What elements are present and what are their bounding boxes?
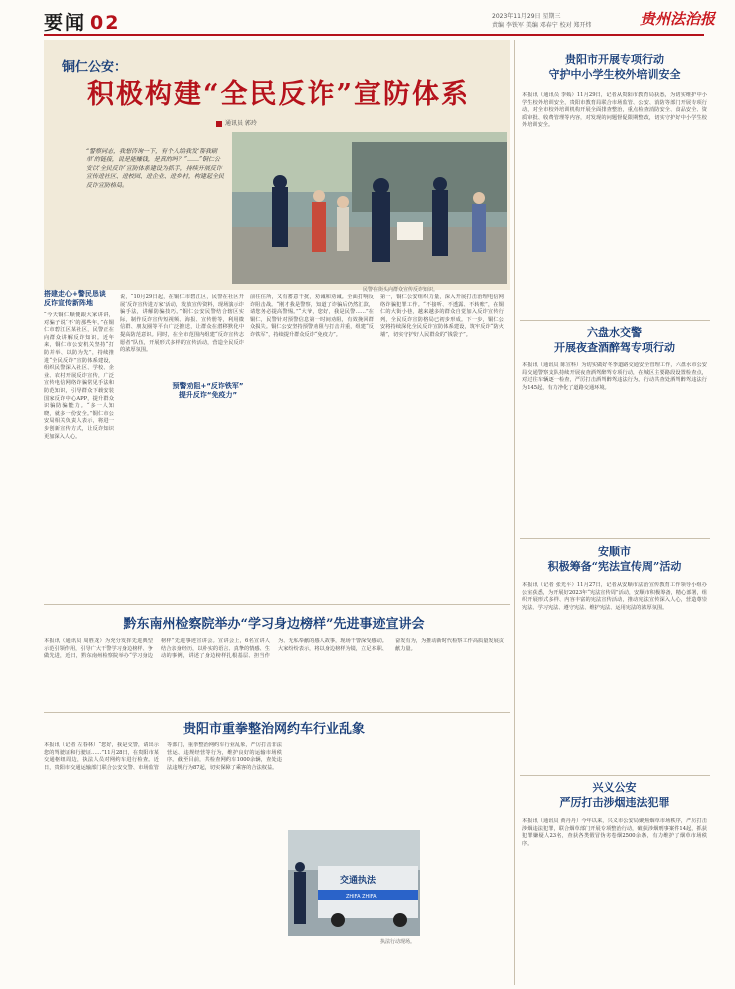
- lead-byline: 通讯员 郭玲: [216, 118, 257, 127]
- section-title: 要闻 02: [44, 12, 121, 34]
- mid-b-headline: 贵阳市重拳整治网约车行业乱象: [182, 722, 365, 737]
- column-divider: [514, 40, 515, 985]
- mid-b-text-left: 本报讯（记者 左春林）“您好，我是交警，请出示您的驾驶证和行驶证……”11月28日，在贵阳市某交通枢纽周边，执法人员对网约车进行检查。近日，贵阳市交通运输部门联合公安交警、市场监管等部门，重拳整治网约车行业乱象，严厉打击非法营运、违规经营等行为，维护良好的运输市场秩序。截至目前，共检查网约车1000余辆，查处违法违规行为87起，切实保障了乘客的合法权益。: [44, 742, 282, 771]
- right-a-text: 本报讯（通讯员 李嫣）11月29日，记者从贵阳市教育局获悉，为切实维护中小学生校外培训安全，贵阳市教育局联合市场监管、公安、消防等部门开展专项行动，对全市校外培训机构开展全面排查整治，重点检查消防安全、食品安全、资质审批、收费管理等内容，对发现的问题督促限期整改，切实守护好中小学生校外培训安全。: [522, 92, 707, 129]
- right-b-headline: 六盘水交警 开展夜查酒醉驾专项行动: [554, 326, 675, 354]
- header-rule: [44, 34, 704, 36]
- right-a-headline: 贵阳市开展专项行动 守护中小学生校外培训安全: [548, 53, 681, 81]
- lead-headline: 积极构建“全民反诈”宣防体系: [87, 79, 471, 110]
- lead-photo-caption: 民警在街头向群众宣传反诈知识。: [363, 287, 439, 293]
- lead-mid-heading: 预警劝阻+“反诈铁军” 提升反诈“免疫力”: [172, 382, 244, 399]
- divider: [44, 604, 510, 605]
- vehicle-sign-text: 交通执法: [340, 876, 377, 886]
- divider: [520, 538, 710, 539]
- divider: [44, 712, 510, 713]
- lead-column-4: 第一，铜仁公安组织力量，深入开展打击治理电信网络诈骗犯罪工作。“不接听、不透露、不转账”，在铜仁的大街小巷，越来越多的群众自觉加入反诈宣传行列，全民反诈宣防格局已初步形成。下一步，铜仁公安将持续深化全民反诈宣防体系建设，筑牢反诈“防火墙”，切实守护好人民群众的“钱袋子”。: [380, 294, 504, 338]
- lead-column-2: 说，“10月29日起，在铜仁市碧江区，民警在社区开展‘反诈宣传进万家’活动，发放宣传资料，现场演示诈骗手法，讲解防骗技巧。”铜仁公安民警结合辖区实际，制作反诈宣传短视频、海报、宣传册等，利用微信群、朋友圈等平台广泛推送，让群众在潜移默化中提高防范意识。同时，在全市范围内组建“反诈宣传志愿者”队伍，开展形式多样的宣传活动，营造全民反诈的浓厚氛围。: [120, 294, 244, 354]
- mid-a-text: 本报讯（通讯员 周胜龙）为充分发挥先进典型示范引领作用，引导广大干警学习身边榜样、争做先进，近日，黔东南州检察院举办“学习身边榜样”先进事迹宣讲会。宣讲会上，6名宣讲人结合亲身经历，以朴实的语言、真挚的情感、生动的事例，讲述了身边榜样扎根基层、担当作为、无私奉献的感人故事，现场干警深受感动。大家纷纷表示，将以身边榜样为镜，立足本职、奋发有为，为推动新时代检察工作高质量发展贡献力量。: [44, 638, 504, 660]
- right-d-headline: 兴义公安 严厉打击涉烟违法犯罪: [559, 781, 670, 809]
- lead-column-3: 前往住所，又有蓄意干扰，劝诫和劝诫。全面打响反诈阻击战。“刚才我是警察，知道了诈骗后仍然汇款，请您务必提高警惕。”“大爷，您好，我是民警……”在铜仁，民警针对预警信息第一时间劝阻，有效挽回群众损失。铜仁公安坚持预警劝阻与打击并重，组建“反诈铁军”，持续提升群众反诈“免疫力”。: [250, 294, 374, 338]
- right-c-text: 本报讯（记者 张光平）11月27日，记者从安顺市法治宣传教育工作领导小组办公室获悉，为开展好2023年“宪法宣传周”活动，安顺市积极筹备，精心部署，组织开展形式多样、内容丰富的宪法宣传活动，推动宪法宣传深入人心，营造尊崇宪法、学习宪法、遵守宪法、维护宪法、运用宪法的浓厚氛围。: [522, 582, 707, 611]
- lead-photo: [232, 132, 507, 284]
- right-b-text: 本报讯（通讯员 陈宣科）为切实做好冬季道路交通安全管理工作，六盘水市公安局交通警察支队持续开展夜查酒驾醉驾专项行动，在城区主要路段设置检查点，对过往车辆逐一检查，严厉打击酒驾醉驾违法行为。行动共查处酒驾醉驾违法行为145起，有力净化了道路交通环境。: [522, 362, 707, 391]
- lead-column-1: “今天铜仁顺便跟大家讲讲，对骗子说‘不’的那些年。”在铜仁市碧江区某社区，民警正在向群众讲解反诈知识。近年来，铜仁市公安机关坚持“打防并举、以防为先”，持续推进“全民反诈”宣防体系建设，组织民警深入社区、学校、企业、农村开展反诈宣传，广泛宣传电信网络诈骗常见手法和防范知识，引导群众下载安装国家反诈中心APP，提升群众识骗防骗能力。“多一人知晓，就多一份安全。”铜仁市公安局相关负责人表示，将进一步创新宣传方式，让反诈知识更加深入人心。: [44, 312, 114, 440]
- vehicle-sign-subtext: ZHIFA ZHIFA: [346, 894, 377, 900]
- mid-a-headline: 黔东南州检察院举办“学习身边榜样”先进事迹宣讲会: [123, 617, 425, 632]
- right-d-text: 本报讯（通讯员 黄丹丹）今年以来，兴义市公安局聚焦烟草市场秩序，严厉打击涉烟违法犯罪，联合烟草部门开展专项整治行动，破获涉烟刑事案件14起，抓获犯罪嫌疑人23名，查获各类假冒伪劣卷烟2500余条，有力维护了烟草市场秩序。: [522, 818, 707, 847]
- enforcement-photo-caption: 执法行动现场。: [380, 939, 416, 945]
- issue-meta: 2023年11月29日 星期三 责编 李铁军 美编 邓春宁 校对 郑开炜: [492, 13, 592, 29]
- lead-side-heading: 搭建走心+警民恳谈反诈宣传新阵地: [44, 290, 106, 307]
- page-number: 02: [90, 12, 121, 34]
- divider: [520, 320, 710, 321]
- lead-intro: “警察同志，我想咨询一下，有个人给我发‘帮我刷单’的链接，说是能赚钱，是真的吗？”……”铜仁公安以‘全民反诈’宣防体系建设为抓手，持续开展反诈宣传进社区、进校园、进企业、进乡村，构建起全民反诈宣防格局。: [86, 148, 225, 189]
- lead-subtitle: 铜仁公安：: [62, 60, 128, 75]
- divider: [520, 775, 710, 776]
- enforcement-photo: [288, 830, 420, 936]
- right-c-headline: 安顺市 积极筹备“宪法宣传周”活动: [547, 545, 682, 573]
- newspaper-logo: 贵州法治报: [640, 10, 716, 28]
